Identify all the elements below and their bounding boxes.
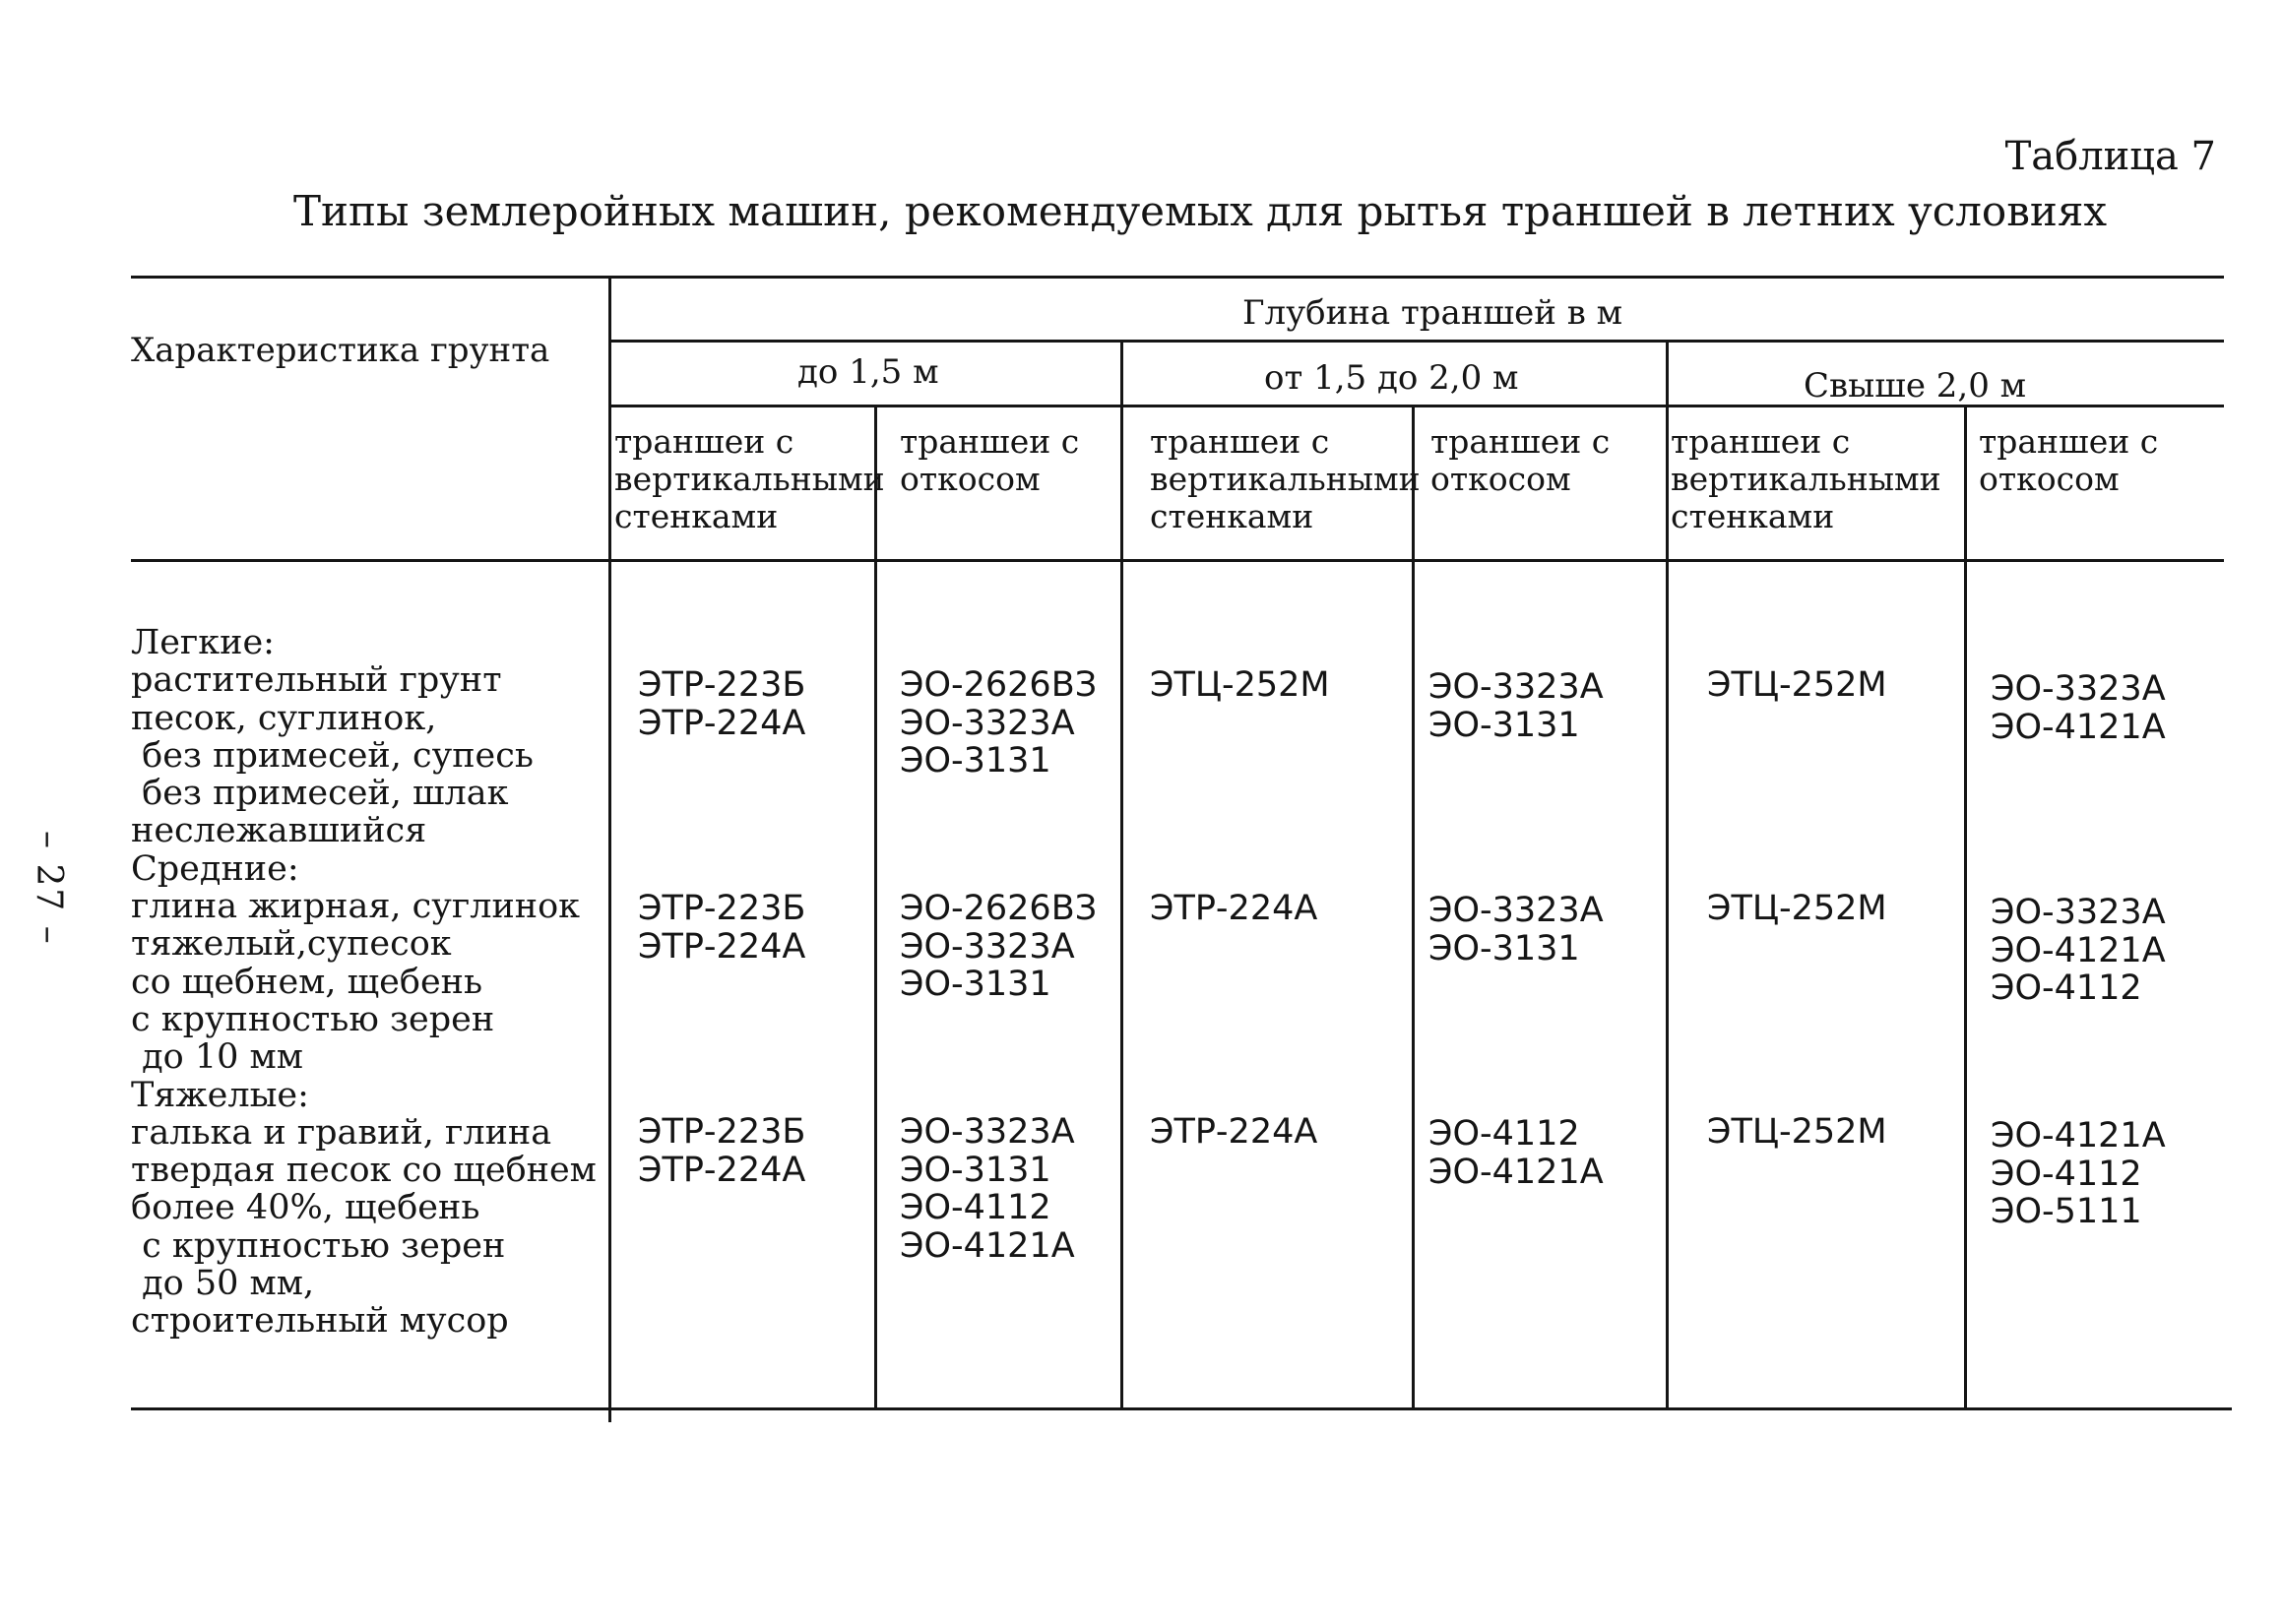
col-divider-range-2 — [1666, 340, 1669, 1407]
row-heavy-cell-4: ЭО-4112 ЭО-4121А — [1428, 1114, 1604, 1192]
row-light-cell-1: ЭТР-223Б ЭТР-224А — [638, 665, 806, 743]
col-divider-5 — [1964, 405, 1967, 1408]
col-divider-soil — [608, 276, 611, 1422]
col-divider-range-1 — [1120, 340, 1123, 1407]
row-light-cell-2: ЭО-2626ВЗ ЭО-3323А ЭО-3131 — [900, 665, 1098, 781]
col-divider-1 — [874, 405, 877, 1408]
header-trench-slope-3: траншеи с откосом — [1979, 422, 2159, 498]
row-medium-cell-1: ЭТР-223Б ЭТР-224А — [638, 889, 806, 967]
col-divider-3 — [1412, 405, 1415, 1408]
header-range-1: до 1,5 м — [797, 352, 939, 392]
row-medium-cell-4: ЭО-3323А ЭО-3131 — [1428, 891, 1604, 968]
row-heavy-cell-3: ЭТР-224А — [1150, 1112, 1318, 1152]
header-trench-vertical-2: траншеи с вертикальными стенками — [1150, 422, 1421, 535]
row-medium-cell-5: ЭТЦ-252М — [1707, 889, 1887, 928]
header-trench-slope-2: траншеи с откосом — [1430, 422, 1611, 498]
header-trench-vertical-3: траншеи с вертикальными стенками — [1671, 422, 1941, 535]
soil-descriptions: Легкие: растительный грунт песок, суглинок, без примесей, супесь без примесей, шлак неслежавшийся Средние: глина жирная, суглинок тяжелый,супесок со щебнем, щебень с крупностью зерен до 10 мм Тяжелые: галька и гравий, глина твердая песок со щебнем более 40%, щебень с крупностью зерен до 50 мм, строительный мусор — [131, 623, 597, 1342]
row-light-cell-4: ЭО-3323А ЭО-3131 — [1428, 667, 1604, 745]
table-top-rule — [131, 276, 2224, 279]
header-range-2: от 1,5 до 2,0 м — [1264, 358, 1519, 398]
row-heavy-cell-2: ЭО-3323А ЭО-3131 ЭО-4112 ЭО-4121А — [900, 1112, 1075, 1266]
page-number: – 27 – — [29, 831, 69, 946]
row-medium-cell-2: ЭО-2626ВЗ ЭО-3323А ЭО-3131 — [900, 889, 1098, 1004]
row-light-cell-5: ЭТЦ-252М — [1707, 665, 1887, 705]
header-bottom-rule — [131, 559, 2224, 562]
row-light-cell-6: ЭО-3323А ЭО-4121А — [1991, 669, 2166, 747]
header-depth: Глубина траншей в м — [1242, 293, 1623, 333]
row-heavy-cell-1: ЭТР-223Б ЭТР-224А — [638, 1112, 806, 1190]
row-medium-cell-3: ЭТР-224А — [1150, 889, 1318, 928]
table-number: Таблица 7 — [2004, 134, 2216, 179]
header-soil-characteristic: Характеристика грунта — [131, 331, 550, 370]
header-trench-vertical-1: траншеи с вертикальными стенками — [614, 422, 885, 535]
header-rule-depth — [610, 340, 2224, 343]
table-bottom-rule — [131, 1407, 2232, 1410]
row-medium-cell-6: ЭО-3323А ЭО-4121А ЭО-4112 — [1991, 893, 2166, 1008]
row-heavy-cell-6: ЭО-4121А ЭО-4112 ЭО-5111 — [1991, 1116, 2166, 1231]
header-trench-slope-1: траншеи с откосом — [900, 422, 1080, 498]
row-light-cell-3: ЭТЦ-252М — [1150, 665, 1330, 705]
table-title: Типы землеройных машин, рекомендуемых для рытья траншей в летних условиях — [293, 187, 2108, 235]
header-range-3: Свыше 2,0 м — [1804, 366, 2027, 406]
row-heavy-cell-5: ЭТЦ-252М — [1707, 1112, 1887, 1152]
